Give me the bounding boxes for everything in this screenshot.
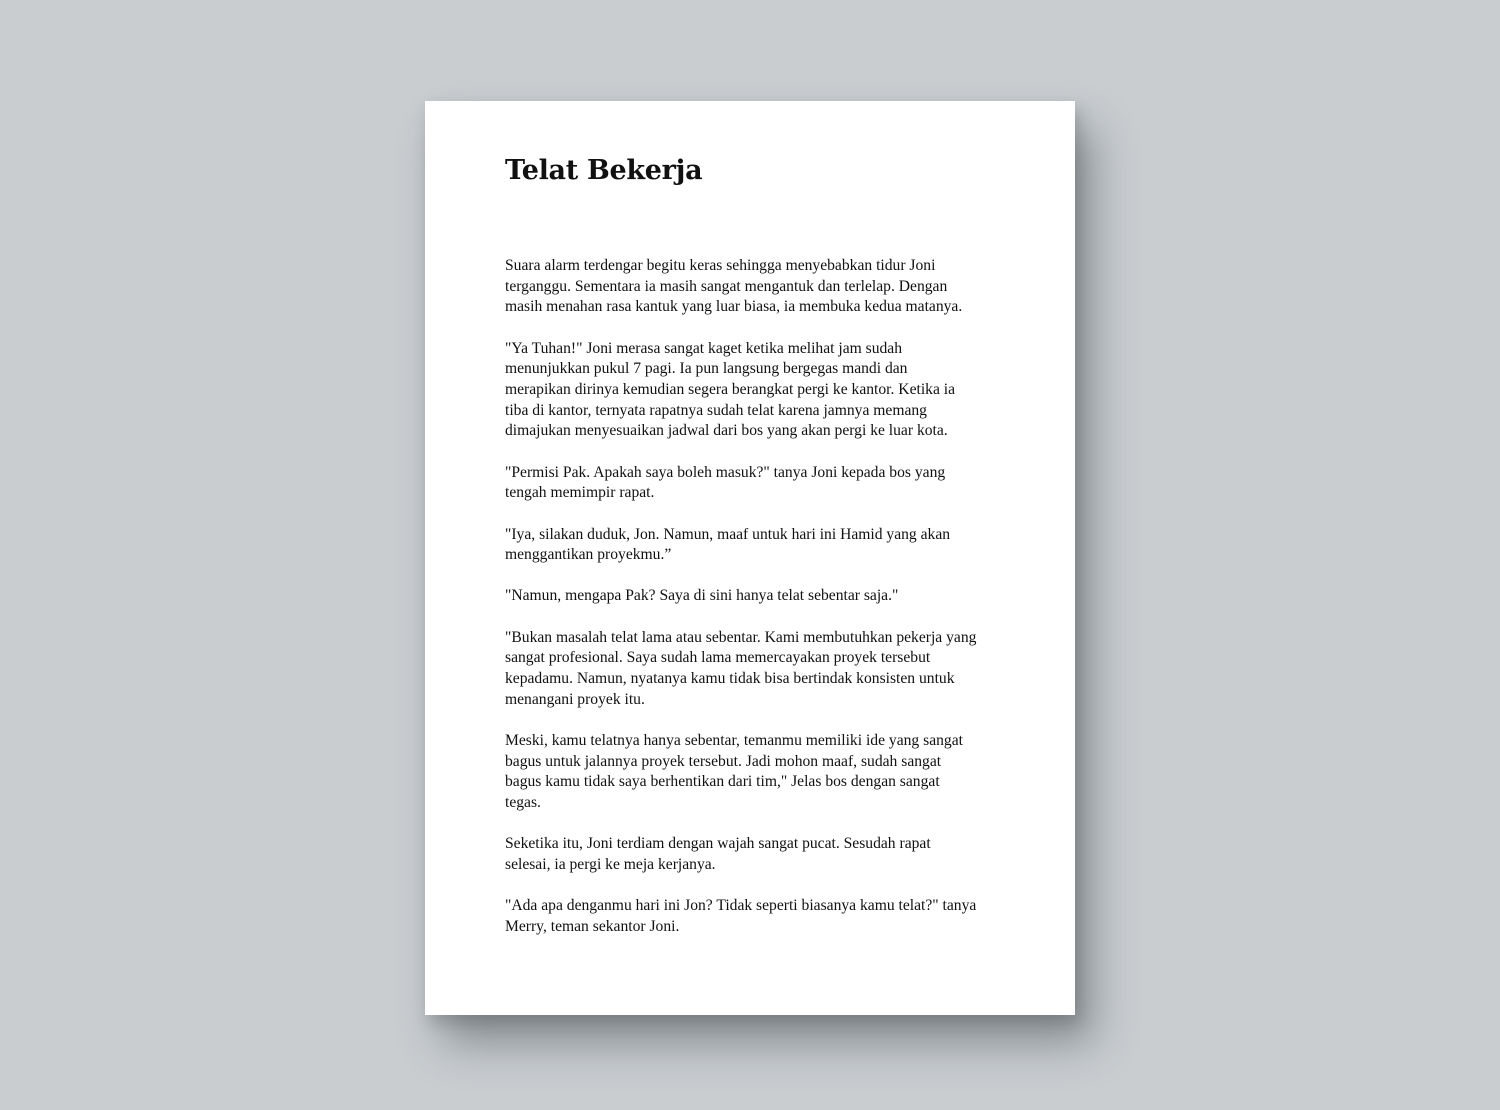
text-line: tegas. [505,794,541,812]
text-line: Suara alarm terdengar begitu keras sehingga menyebabkan tidur Joni [505,257,936,274]
text-line: "Ya Tuhan!" Joni merasa sangat kaget ketika melihat jam sudah [505,339,903,357]
text-line: bagus untuk jalannya proyek tersebut. Jadi mohon maaf, sudah sangat [505,752,942,770]
text-line: "Bukan masalah telat lama atau sebentar. Kami membutuhkan pekerja yang [505,628,977,646]
page-content [505,153,1005,958]
document-title: Telat Bekerja [505,155,703,186]
paragraph [505,586,1005,607]
paragraph [505,731,1005,814]
text-line: merapikan dirinya kemudian segera berangkat pergi ke kantor. Ketika ia [505,381,956,399]
text-line: masih menahan rasa kantuk yang luar biasa, ia membuka kedua matanya. [505,298,963,316]
text-line: kepadamu. Namun, nyatanya kamu tidak bisa bertindak konsisten untuk [505,670,955,688]
text-line: Merry, teman sekantor Joni. [505,917,680,935]
text-line: "Iya, silakan duduk, Jon. Namun, maaf untuk hari ini Hamid yang akan [505,525,951,543]
text-line: tengah memimpir rapat. [505,484,655,502]
text-line: "Permisi Pak. Apakah saya boleh masuk?" tanya Joni kepada bos yang [505,463,946,481]
text-line: tiba di kantor, ternyata rapatnya sudah telat karena jamnya memang [505,401,927,419]
paragraph [505,339,1005,443]
text-line: Seketika itu, Joni terdiam dengan wajah sangat pucat. Sesudah rapat [505,835,931,853]
paragraph [505,834,1005,875]
text-line: menggantikan proyekmu.” [505,546,672,564]
text-line: "Ada apa denganmu hari ini Jon? Tidak seperti biasanya kamu telat?" tanya [505,897,977,915]
paragraph [505,463,1005,504]
text-line: selesai, ia pergi ke meja kerjanya. [505,855,716,873]
paragraph [505,896,1005,937]
document-body [505,256,1005,938]
text-line: terganggu. Sementara ia masih sangat mengantuk dan terlelap. Dengan [505,277,948,295]
text-line: sangat profesional. Saya sudah lama memercayakan proyek tersebut [505,649,931,667]
text-line: "Namun, mengapa Pak? Saya di sini hanya telat sebentar saja." [505,587,899,605]
paragraph [505,628,1005,711]
text-line: Meski, kamu telatnya hanya sebentar, temanmu memiliki ide yang sangat [505,731,963,749]
paragraph [505,525,1005,566]
document-page [425,101,1075,1015]
text-line: bagus kamu tidak saya berhentikan dari tim," Jelas bos dengan sangat [505,773,940,791]
text-line: menunjukkan pukul 7 pagi. Ia pun langsung bergegas mandi dan [505,360,908,378]
text-line: menangani proyek itu. [505,690,645,708]
text-line: dimajukan menyesuaikan jadwal dari bos yang akan pergi ke luar kota. [505,422,948,440]
paragraph [505,256,1005,318]
